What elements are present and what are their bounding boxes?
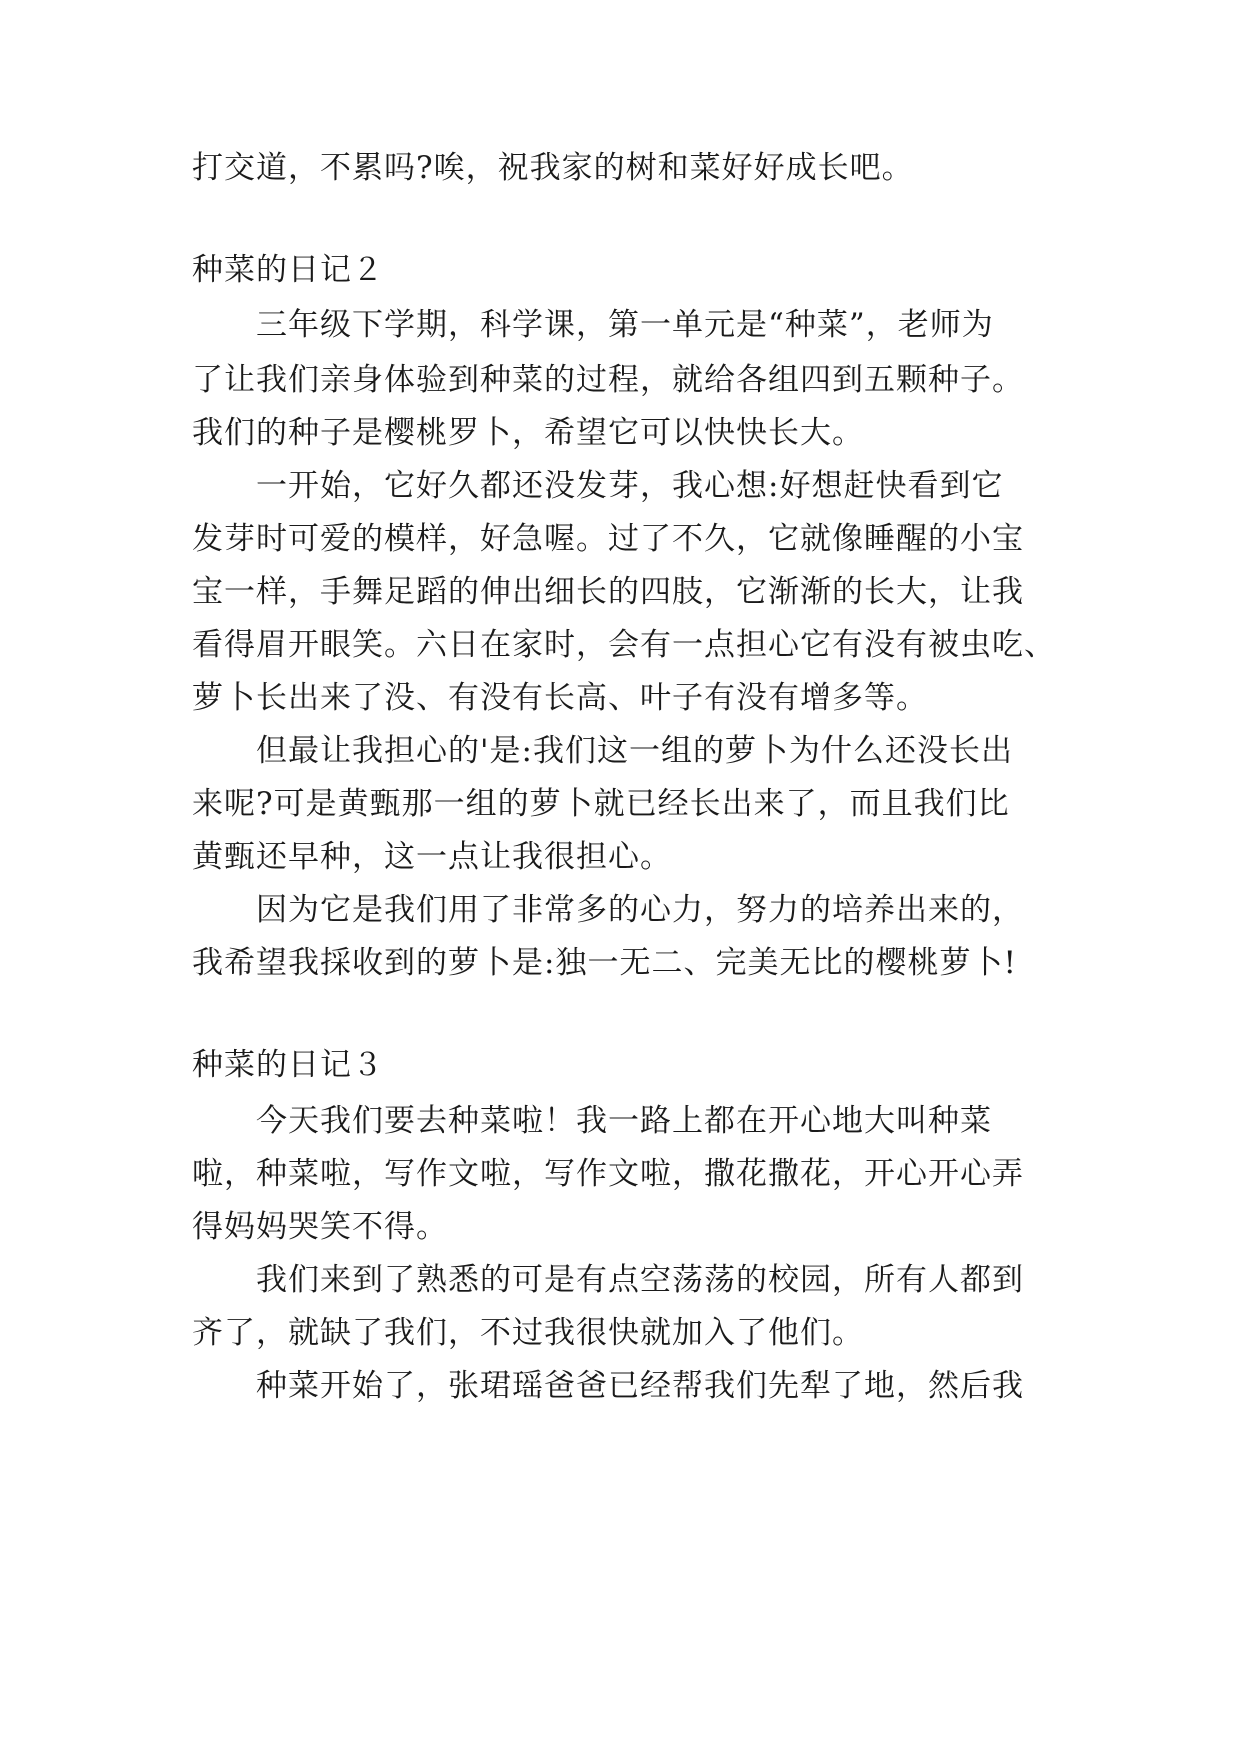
paragraph-line: 得妈妈哭笑不得。 bbox=[192, 1209, 448, 1245]
paragraph-line: 看得眉开眼笑。六日在家时，会有一点担心它有没有被虫吃、 bbox=[192, 627, 1056, 663]
section-heading: 种菜的日记２ bbox=[192, 252, 384, 288]
paragraph-line: 今天我们要去种菜啦！我一路上都在开心地大叫种菜 bbox=[256, 1103, 992, 1139]
paragraph-line: 因为它是我们用了非常多的心力，努力的培养出来的， bbox=[256, 892, 1024, 928]
paragraph-line: 但最让我担心的'是:我们这一组的萝卜为什么还没长出 bbox=[256, 733, 1013, 769]
paragraph-line: 一开始，它好久都还没发芽，我心想:好想赶快看到它 bbox=[256, 468, 1004, 504]
paragraph-line: 种菜开始了，张珺瑶爸爸已经帮我们先犁了地，然后我 bbox=[256, 1368, 1024, 1404]
paragraph-line: 发芽时可爱的模样，好急喔。过了不久，它就像睡醒的小宝 bbox=[192, 521, 1024, 557]
paragraph-line: 啦，种菜啦，写作文啦，写作文啦，撒花撒花，开心开心弄 bbox=[192, 1156, 1024, 1192]
paragraph-line: 来呢?可是黄甄那一组的萝卜就已经长出来了，而且我们比 bbox=[192, 786, 1010, 822]
paragraph-line: 了让我们亲身体验到种菜的过程，就给各组四到五颗种子。 bbox=[192, 362, 1024, 398]
paragraph-line: 宝一样，手舞足蹈的伸出细长的四肢，它渐渐的长大，让我 bbox=[192, 574, 1024, 610]
paragraph-line: 黄甄还早种，这一点让我很担心。 bbox=[192, 839, 672, 875]
paragraph-line: 萝卜长出来了没、有没有长高、叶子有没有增多等。 bbox=[192, 680, 928, 716]
paragraph-line: 我们的种子是樱桃罗卜，希望它可以快快长大。 bbox=[192, 415, 864, 451]
continuation-line: 打交道，不累吗?唉，祝我家的树和菜好好成长吧。 bbox=[192, 150, 914, 186]
paragraph-line: 三年级下学期，科学课，第一单元是“种菜”，老师为 bbox=[256, 307, 994, 343]
paragraph-line: 我希望我採收到的萝卜是:独一无二、完美无比的樱桃萝卜! bbox=[192, 945, 1017, 981]
paragraph-line: 齐了，就缺了我们，不过我很快就加入了他们。 bbox=[192, 1315, 864, 1351]
section-heading: 种菜的日记３ bbox=[192, 1047, 384, 1083]
paragraph-line: 我们来到了熟悉的可是有点空荡荡的校园，所有人都到 bbox=[256, 1262, 1024, 1298]
